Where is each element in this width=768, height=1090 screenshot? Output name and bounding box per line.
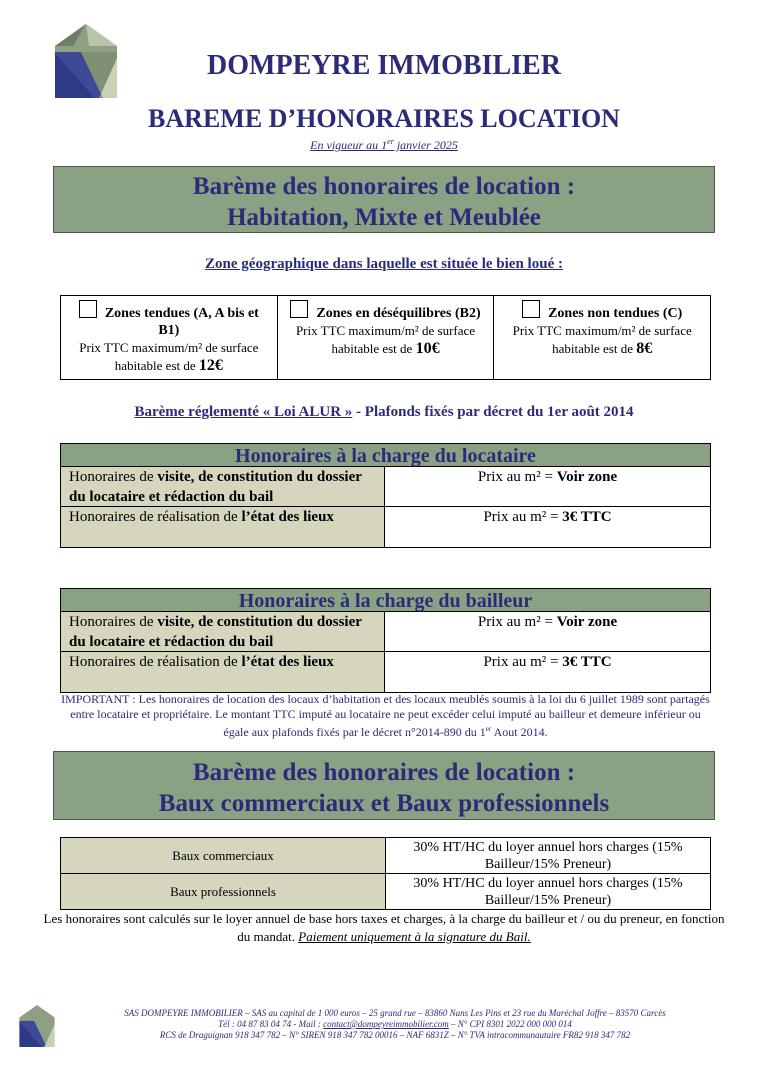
zone-non-tendue-label: Zones non tendues (C) (548, 306, 683, 321)
fee-label: Honoraires de visite, de constitution du dossier du locataire et rédaction du bail (61, 612, 385, 651)
lease-fee: 30% HT/HC du loyer annuel hors charges (15% Bailleur/15% Preneur) (413, 876, 683, 908)
important-note: IMPORTANT : Les honoraires de location des locaux d’habitation et des locaux meublés soumis à la loi du 6 juillet 1989 sont partagés entre locataire et propriétaire. Le montant TTC imputé au locataire ne peut excéder celui imputé au bailleur et demeure inférieur ou égale aux plafonds fixés par le décret n°2014-890 du 1er Aout 2014. (61, 692, 710, 739)
zone-table (60, 295, 711, 380)
fee-label: Honoraires de visite, de constitution du dossier du locataire et rédaction du bail (61, 467, 385, 506)
section-residential-line1: Barème des honoraires de location : (192, 173, 576, 200)
fee-price: Prix au m² = 3€ TTC (483, 509, 612, 525)
zone-non-tendue-price: 8€ (636, 340, 653, 357)
zone-tendue-desc: Prix TTC maximum/m² de surface habitable est de (79, 340, 259, 373)
table-row (61, 612, 710, 652)
section-commercial-line1: Barème des honoraires de location : (192, 759, 576, 786)
fee-label: Honoraires de réalisation de l’état des lieux (61, 507, 385, 547)
landlord-fees-header: Honoraires à la charge du bailleur (61, 589, 710, 612)
table-row (61, 507, 710, 547)
email-link[interactable]: contact@dompeyreimmobilier.com (323, 1019, 449, 1029)
zone-desequilibre (278, 296, 495, 379)
document-title: BAREME D’HONORAIRES LOCATION (148, 104, 620, 133)
zone-title: Zone géographique dans laquelle est située le bien loué : (205, 256, 563, 272)
table-row (61, 838, 710, 874)
section-commercial-header (53, 751, 715, 820)
table-row (61, 874, 710, 909)
zone-desequilibre-price: 10€ (415, 340, 440, 357)
lease-fee: 30% HT/HC du loyer annuel hors charges (15% Bailleur/15% Preneur) (413, 840, 683, 872)
zone-non-tendue-checkbox[interactable] (522, 300, 540, 318)
zone-tendue (61, 296, 278, 379)
zone-tendue-checkbox[interactable] (79, 300, 97, 318)
footer (62, 1008, 728, 1041)
zone-desequilibre-desc: Prix TTC maximum/m² de surface habitable est de (295, 323, 476, 356)
zone-tendue-price: 12€ (198, 357, 223, 374)
tenant-fees-table (60, 443, 711, 548)
table-row (61, 652, 710, 692)
lease-type: Baux professionnels (61, 874, 386, 909)
landlord-fees-table (60, 588, 711, 693)
effective-date: En vigueur au 1er janvier 2025 (310, 137, 458, 152)
section-residential-line2: Habitation, Mixte et Meublée (227, 204, 541, 231)
calculation-note: Les honoraires sont calculés sur le loyer annuel de base hors taxes et charges, à la charge du bailleur et / ou du preneur, en fonction du mandat. Paiement uniquement à la signature du Bail. (43, 911, 725, 944)
table-row (61, 467, 710, 507)
alur-note: Barème réglementé « Loi ALUR » - Plafonds fixés par décret du 1er août 2014 (134, 404, 634, 420)
lease-type: Baux commerciaux (61, 838, 386, 873)
zone-non-tendue-desc: Prix TTC maximum/m² de surface habitable est de (512, 323, 692, 356)
footer-line1: SAS DOMPEYRE IMMOBILIER – SAS au capital de 1 000 euros – 25 grand rue – 83860 Nans Les Pins et 23 rue du Maréchal Joffre – 83570 Carcès (124, 1008, 666, 1018)
footer-line3: RCS de Draguignan 918 347 782 – N° SIREN 918 347 782 00016 – NAF 6831Z – N° TVA intracommunautaire FR82 918 347 782 (159, 1030, 631, 1040)
footer-logo (19, 1005, 55, 1047)
company-name: DOMPEYRE IMMOBILIER (207, 50, 561, 81)
fee-label: Honoraires de réalisation de l’état des lieux (61, 652, 385, 692)
fee-price: Prix au m² = 3€ TTC (483, 654, 612, 670)
section-commercial-line2: Baux commerciaux et Baux professionnels (158, 790, 610, 817)
zone-tendue-label: Zones tendues (A, A bis et B1) (104, 306, 259, 338)
commercial-fees-table (60, 837, 711, 910)
footer-line2: Tél : 04 87 83 04 74 - Mail : contact@dompeyreimmobilier.com – N° CPI 8301 2022 000 000 014 (218, 1019, 572, 1029)
zone-desequilibre-label: Zones en déséquilibres (B2) (316, 306, 481, 321)
zone-non-tendue (494, 296, 710, 379)
fee-price: Prix au m² = Voir zone (477, 614, 618, 630)
section-residential-header (53, 166, 715, 233)
tenant-fees-header: Honoraires à la charge du locataire (61, 444, 710, 467)
fee-price: Prix au m² = Voir zone (477, 469, 618, 485)
zone-desequilibre-checkbox[interactable] (290, 300, 308, 318)
